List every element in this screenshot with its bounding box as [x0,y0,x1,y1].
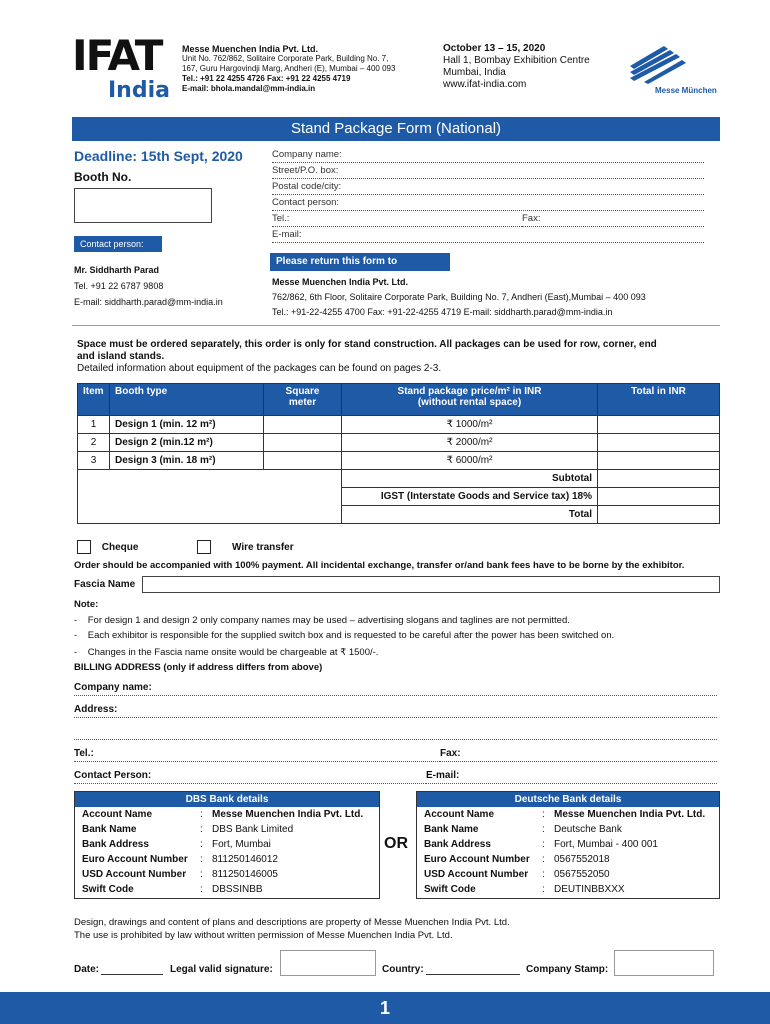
deutsche-row: Bank Name : Deutsche Bank [424,824,622,835]
signature-input[interactable] [280,950,376,976]
billing-tel-fax-row [74,748,717,762]
note-text: Changes in the Fascia name onsite would be chargeable at ₹ 1500/-. [87,646,379,658]
ifat-logo: IFAT [72,31,162,80]
row-price: ₹ 6000/m² [342,452,598,470]
th-sqm-line2: meter [288,397,317,408]
row-item: 2 [78,434,110,452]
blank-cell [78,470,342,524]
note-item: - Changes in the Fascia name onsite would be chargeable at ₹ 1500/-. [74,646,379,658]
bank-key: Bank Name [424,824,479,835]
dbs-bank-box [74,791,380,899]
row-total-input[interactable] [598,434,720,452]
return-addr: 762/862, 6th Floor, Solitaire Corporate Park, Building No. 7, Andheri (East),Mumbai – 400 093 [272,292,646,302]
total-label: Total [342,506,598,524]
return-name: Messe Muenchen India Pvt. Ltd. [272,277,409,287]
booth-number-input[interactable] [74,188,212,223]
package-table [77,383,720,524]
wire-transfer-label: Wire transfer [232,541,294,553]
bank-value: 0567552050 [554,869,610,880]
organizer-block [182,44,432,94]
subtotal-label: Subtotal [342,470,598,488]
row-total-input[interactable] [598,452,720,470]
disclaimer-line2: The use is prohibited by law without written permission of Messe Muenchen India Pvt. Ltd. [74,930,453,941]
deutsche-row: Account Name : Messe Muenchen India Pvt. Ltd. [424,809,706,820]
billing-company-label: Company name: [74,682,152,693]
billing-contact-label: Contact Person: [74,770,152,781]
row-item: 3 [78,452,110,470]
billing-company-field[interactable] [74,682,717,696]
bank-key: Account Name [424,809,495,820]
row-type: Design 3 (min. 18 m²) [110,452,264,470]
note-title: Note: [74,599,99,610]
bank-value: DBS Bank Limited [212,824,294,835]
event-venue: Hall 1, Bombay Exhibition Centre [443,55,590,66]
event-block [443,43,590,91]
return-badge: Please return this form to [270,253,450,271]
company-name-field[interactable] [272,147,704,163]
igst-input[interactable] [598,488,720,506]
row-total-input[interactable] [598,416,720,434]
notes [74,597,722,676]
dbs-row: Euro Account Number : 811250146012 [82,854,278,865]
bank-key: Account Name [82,809,153,820]
dbs-row: Account Name : Messe Muenchen India Pvt. Ltd. [82,809,364,820]
table-row [78,452,720,470]
bank-key: Bank Address [82,839,149,850]
billing-fax-field[interactable] [440,748,717,762]
contact-block [74,262,223,310]
organizer-addr1: Unit No. 762/862, Solitaire Corporate Park, Building No. 7, [182,54,389,63]
form-title: Stand Package Form (National) [72,117,720,141]
contact-person-field[interactable] [272,195,704,211]
bank-value: Deutsche Bank [554,824,622,835]
or-label: OR [384,835,408,852]
company-fields [272,147,704,243]
return-block [272,275,646,320]
notice-line1: Space must be ordered separately, this order is only for stand construction. All packages can be used for row, corner, end [77,339,657,350]
bank-key: USD Account Number [82,869,187,880]
bank-value: 811250146012 [212,854,278,865]
email-field[interactable] [272,227,704,243]
company-stamp-input[interactable] [614,950,714,976]
notice-line2: and island stands. [77,351,165,362]
contact-email: E-mail: siddharth.parad@mm-india.in [74,297,223,307]
payment-note: Order should be accompanied with 100% payment. All incidental exchange, transfer or/and bank fees have to be borne by the exhibitor. [74,560,685,571]
country-label: Country: [382,964,424,975]
contact-person-badge: Contact person: [74,236,162,252]
billing-contact-row [74,770,717,784]
th-price-line1: Stand package price/m² in INR [397,386,542,397]
th-square-meter [264,384,342,416]
table-header [78,384,720,416]
india-logo-text: India [108,78,170,103]
row-price: ₹ 2000/m² [342,434,598,452]
bank-value: Fort, Mumbai [212,839,271,850]
contact-person-label: Contact person: [272,197,340,208]
bank-value: 811250146005 [212,869,278,880]
billing-fax-label: Fax: [440,748,461,759]
row-type: Design 1 (min. 12 m²) [110,416,264,434]
billing-tel-label: Tel.: [74,748,94,759]
disclaimer-line1: Design, drawings and content of plans and descriptions are property of Messe Muenchen India Pvt. Ltd. [74,917,510,928]
bank-value: Messe Muenchen India Pvt. Ltd. [212,809,364,820]
payment-options [77,540,294,554]
th-price [342,384,598,416]
subtotal-input[interactable] [598,470,720,488]
igst-label: IGST (Interstate Goods and Service tax) 18% [342,488,598,506]
email-label: E-mail: [272,229,302,240]
notice-line3: Detailed information about equipment of the packages can be found on pages 2-3. [77,363,442,374]
billing-email-field[interactable] [426,770,717,784]
return-contact: Tel.: +91-22-4255 4700 Fax: +91-22-4255 4719 E-mail: siddharth.parad@mm-india.in [272,307,613,317]
th-booth-type: Booth type [110,384,264,416]
fax-label: Fax: [522,213,541,224]
contact-name: Mr. Siddharth Parad [74,265,160,275]
note-text: For design 1 and design 2 only company names may be used – advertising slogans and taglines are not permitted. [87,614,570,626]
contact-tel: Tel. +91 22 6787 9808 [74,281,164,291]
fascia-input[interactable] [142,576,720,593]
billing-contact-field[interactable] [74,770,426,784]
fax-field[interactable] [522,211,704,227]
tel-fax-row [272,211,704,227]
cheque-checkbox[interactable] [77,540,91,554]
signature-label: Legal valid signature: [170,964,273,975]
bank-key: Swift Code [82,884,134,895]
postal-field[interactable] [272,179,704,195]
bank-value: Fort, Mumbai - 400 001 [554,839,658,850]
deutsche-bank-box [416,791,720,899]
billing-tel-field[interactable] [74,748,440,762]
row-sqm-input[interactable] [264,452,342,470]
date-input[interactable] [101,974,163,975]
divider [72,325,720,326]
deutsche-row: USD Account Number : 0567552050 [424,869,610,880]
event-web[interactable]: www.ifat-india.com [443,79,527,90]
cheque-label: Cheque [101,541,139,553]
row-sqm-input[interactable] [264,434,342,452]
bank-key: Euro Account Number [82,854,188,865]
postal-label: Postal code/city: [272,181,342,192]
bank-key: Bank Name [82,824,137,835]
bank-value: DBSSINBB [212,884,263,895]
dbs-row: USD Account Number : 811250146005 [82,869,278,880]
row-sqm-input[interactable] [264,416,342,434]
bank-key: USD Account Number [424,869,529,880]
th-item: Item [78,384,110,416]
event-city: Mumbai, India [443,67,506,78]
street-label: Street/P.O. box: [272,165,339,176]
organizer-name: Messe Muenchen India Pvt. Ltd. [182,44,319,54]
bank-key: Swift Code [424,884,476,895]
table-row [78,416,720,434]
deutsche-row: Swift Code : DEUTINBBXXX [424,884,625,895]
fascia-label: Fascia Name [74,579,136,590]
organizer-email: E-mail: bhola.mandal@mm-india.in [182,84,316,93]
th-total: Total in INR [598,384,720,416]
company-name-label: Company name: [272,149,342,160]
row-item: 1 [78,416,110,434]
billing-address-label: Address: [74,704,118,715]
row-type: Design 2 (min.12 m²) [110,434,264,452]
page-number: 1 [0,992,770,1024]
bank-value: 0567552018 [554,854,610,865]
disclaimer [74,916,510,942]
note-text: Each exhibitor is responsible for the supplied switch box and is requested to be careful after the power has been switched on. [87,630,615,641]
organizer-addr2: 167, Guru Hargovindji Marg, Andheri (E), Mumbai – 400 093 [182,64,396,73]
deutsche-row: Euro Account Number : 0567552018 [424,854,610,865]
company-stamp-label: Company Stamp: [526,964,609,975]
event-date: October 13 – 15, 2020 [443,43,546,54]
bank-key: Bank Address [424,839,491,850]
messe-muenchen-logo-icon [624,42,690,87]
mm-logo-text: Messe München [655,86,717,95]
billing-fields [74,682,717,784]
table-row [78,434,720,452]
bank-key: Euro Account Number [424,854,530,865]
street-field[interactable] [272,163,704,179]
th-price-line2: (without rental space) [417,397,522,408]
billing-title: BILLING ADDRESS (only if address differs from above) [74,662,323,673]
billing-address-field-2[interactable] [74,726,717,740]
deadline: Deadline: 15th Sept, 2020 [74,148,243,164]
date-label: Date: [74,964,100,975]
dbs-row: Bank Name : DBS Bank Limited [82,824,294,835]
tel-field[interactable] [272,211,522,227]
dbs-row: Swift Code : DBSSINBB [82,884,263,895]
tel-label: Tel.: [272,213,290,224]
wire-transfer-checkbox[interactable] [197,540,211,554]
billing-email-label: E-mail: [426,770,460,781]
country-input[interactable] [426,974,520,975]
dbs-row: Bank Address : Fort, Mumbai [82,839,271,850]
note-item: - For design 1 and design 2 only company names may be used – advertising slogans and taglines are not permitted. [74,614,570,626]
notice [77,339,722,375]
dbs-bank-title: DBS Bank details [75,792,379,807]
bank-value: Messe Muenchen India Pvt. Ltd. [554,809,706,820]
row-price: ₹ 1000/m² [342,416,598,434]
bank-value: DEUTINBBXXX [554,884,625,895]
th-sqm-line1: Square [285,386,320,397]
booth-label: Booth No. [74,170,132,184]
total-input[interactable] [598,506,720,524]
billing-address-field[interactable] [74,704,717,718]
note-item: - Each exhibitor is responsible for the supplied switch box and is requested to be careful after the power has been switched on. [74,630,615,641]
subtotal-row [78,470,720,488]
deutsche-row: Bank Address : Fort, Mumbai - 400 001 [424,839,658,850]
organizer-tel: Tel.: +91 22 4255 4726 Fax: +91 22 4255 4719 [182,74,351,83]
deutsche-bank-title: Deutsche Bank details [417,792,719,807]
signature-row [74,950,724,978]
